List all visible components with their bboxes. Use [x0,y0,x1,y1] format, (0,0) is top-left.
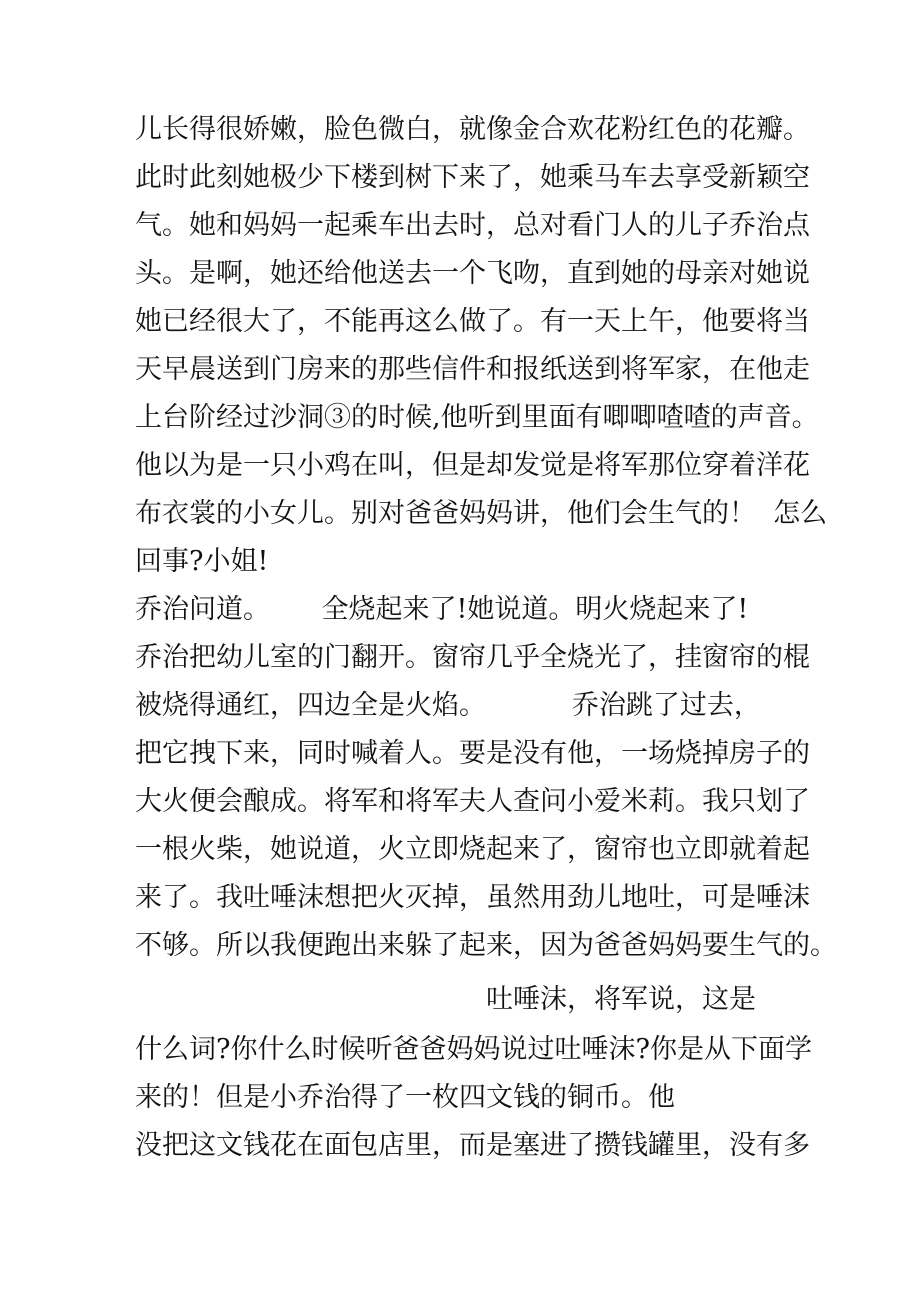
text-line: 上台阶经过沙洞③的时候,他听到里面有唧唧喳喳的声音。 [135,402,819,433]
text-line: 乔治问道。 全烧起来了!她说道。明火烧起来了! [135,594,749,625]
text-line: 她已经很大了，不能再这么做了。有一天上午，他要将当 [135,306,810,337]
text-line: 被烧得通红，四边全是火焰。 乔治跳了过去， [135,690,761,721]
text-line: 头。是啊，她还给他送去一个飞吻，直到她的母亲对她说 [135,258,810,289]
text-line: 他以为是一只小鸡在叫，但是却发觉是将军那位穿着洋花 [135,450,810,481]
text-line: 一根火柴，她说道，火立即烧起来了，窗帘也立即就着起 [135,834,810,865]
text-line: 来的！但是小乔治得了一枚四文钱的铜币。他 [135,1082,675,1113]
text-line: 没把这文钱花在面包店里，而是塞进了攒钱罐里，没有多 [135,1130,810,1161]
text-line: 乔治把幼儿室的门翻开。窗帘几乎全烧光了，挂窗帘的棍 [135,642,810,673]
text-line: 气。她和妈妈一起乘车出去时，总对看门人的儿子乔治点 [135,210,810,241]
text-line: 儿长得很娇嫩，脸色微白，就像金合欢花粉红色的花瓣。 [135,114,810,145]
text-line: 不够。所以我便跑出来躲了起来，因为爸爸妈妈要生气的。 [135,930,837,961]
text-line: 布衣裳的小女儿。别对爸爸妈妈讲，他们会生气的！ 怎么 [135,498,828,529]
text-line: 吐唾沫，将军说，这是 [486,984,756,1015]
text-line: 大火便会酿成。将军和将军夫人查问小爱米莉。我只划了 [135,786,810,817]
text-line: 回事?小姐! [135,546,269,577]
text-line: 来了。我吐唾沫想把火灭掉，虽然用劲儿地吐，可是唾沫 [135,882,810,913]
text-line: 此时此刻她极少下楼到树下来了，她乘马车去享受新颖空 [135,162,810,193]
text-line: 天早晨送到门房来的那些信件和报纸送到将军家，在他走 [135,354,810,385]
text-line: 把它拽下来，同时喊着人。要是没有他，一场烧掉房子的 [135,738,810,769]
text-line: 什么词?你什么时候听爸爸妈妈说过吐唾沫?你是从下面学 [135,1034,812,1065]
